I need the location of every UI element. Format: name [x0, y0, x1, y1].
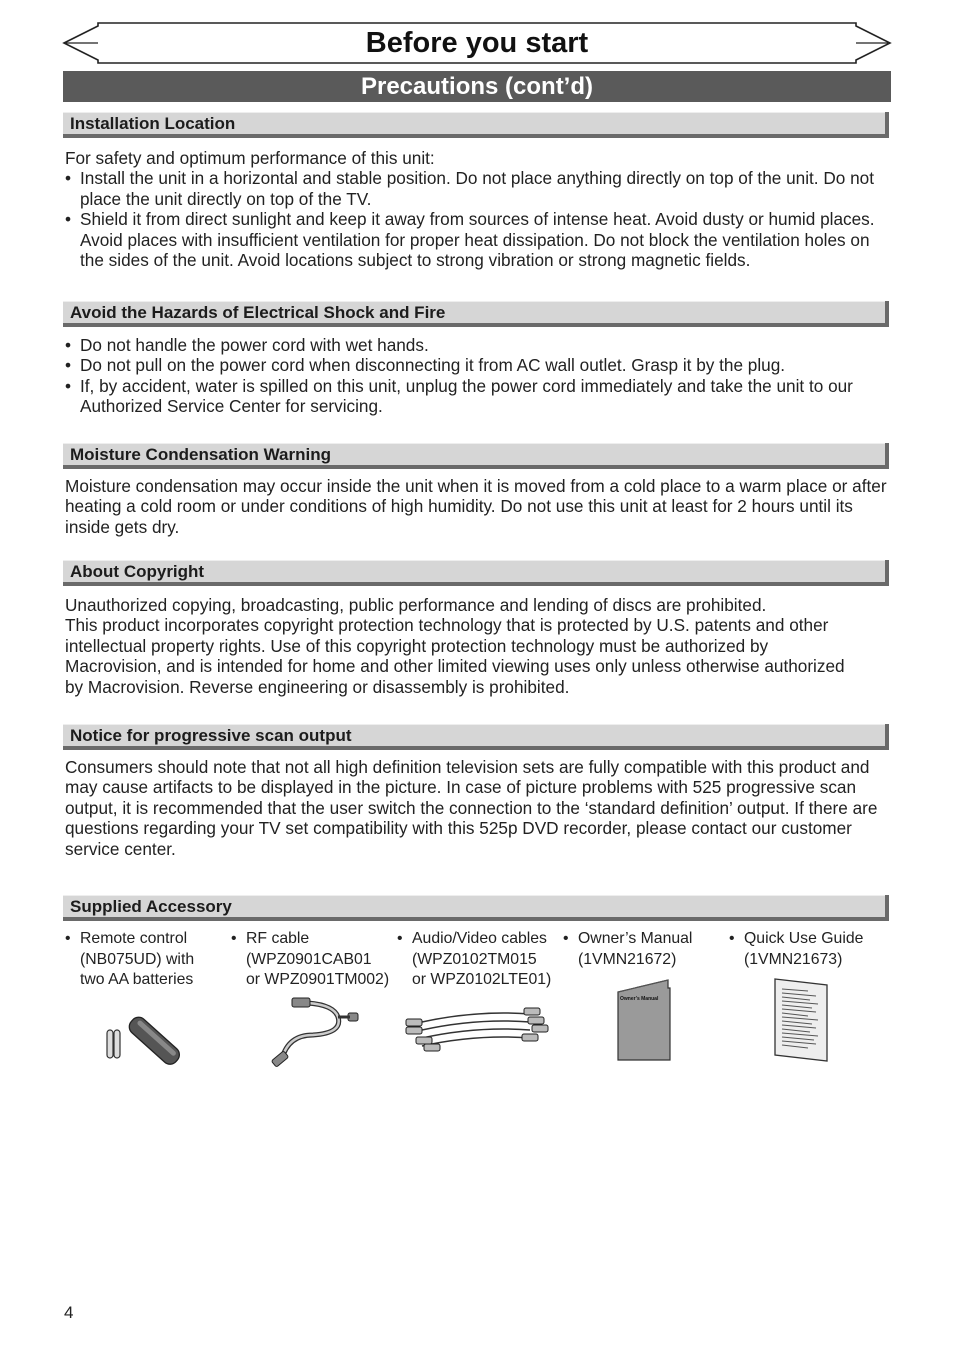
- hazards-body: [65, 335, 891, 417]
- accessory-line: two AA batteries: [80, 971, 194, 988]
- accessory-line: or WPZ0901TM002): [246, 971, 390, 988]
- list-item: • Do not handle the power cord with wet hands.: [65, 335, 891, 355]
- list-item: • Do not pull on the power cord when disconnecting it from AC wall outlet. Grasp it by the plug.: [65, 355, 891, 375]
- accessory-line: (NB075UD) with: [80, 950, 195, 968]
- list-item: • If, by accident, water is spilled on this unit, unplug the power cord immediately and take the unit to our Authorized Service Center for servicing.: [65, 376, 891, 417]
- accessory-line: (1VMN21672): [578, 950, 677, 968]
- installation-heading: Installation Location: [70, 114, 236, 133]
- page-number: 4: [64, 1303, 74, 1322]
- page-title: Before you start: [365, 27, 589, 59]
- copyright-heading: About Copyright: [70, 562, 205, 581]
- list-item: • Install the unit in a horizontal and stable position. Do not place anything directly on top of the unit. Do not place the unit directly on top of the TV.: [65, 168, 891, 209]
- manual-cover-shape: [616, 978, 672, 1062]
- accessory-line: or WPZ0102LTE01): [412, 971, 552, 988]
- accessory-item-owners-manual: [563, 929, 723, 970]
- copyright-line1: Unauthorized copying, broadcasting, public performance and lending of discs are prohibited.: [65, 595, 767, 615]
- accessory-heading: Supplied Accessory: [70, 897, 232, 916]
- accessory-line: • Remote control: [80, 930, 188, 947]
- moisture-body: [65, 476, 891, 537]
- rf-cable-icon: [268, 995, 363, 1070]
- accessory-line: (WPZ0901CAB01: [246, 950, 372, 968]
- progressive-body: [65, 757, 891, 859]
- copyright-line2: This product incorporates copyright protection technology that is protected by U.S. patents and other intellectual property rights. Use of this copyright protection technology must be authorized by Macrovision, and is intended for home and other limited viewing uses only unless otherwise authorized by Macrovision. Reverse engineering or disassembly is prohibited.: [65, 615, 845, 697]
- progressive-text: Consumers should note that not all high definition television sets are fully compatible with this product and may cause artifacts to be displayed in the picture. In case of picture problems with 525 progressive scan output, it is recommended that the user switch the connection to the ‘standard definition’ output. If there are questions regarding your TV set compatibility with this 525p DVD recorder, please contact our customer service center.: [65, 757, 878, 859]
- progressive-heading-bar: [63, 724, 889, 750]
- list-item: • Shield it from direct sunlight and keep it away from sources of intense heat. Avoid dusty or humid places. Avoid places with insufficient ventilation for proper heat dissipation. Do not block the ventilation holes on the sides of the unit. Avoid locations subject to strong vibration or strong magnetic fields.: [65, 209, 891, 270]
- accessory-line: • Audio/Video cables: [412, 930, 547, 947]
- copyright-body: [65, 595, 865, 697]
- accessory-line: (WPZ0102TM015: [412, 950, 537, 968]
- installation-heading-bar: [63, 112, 889, 138]
- owners-manual-icon: [616, 978, 672, 1062]
- section-subtitle: Precautions (cont’d): [63, 71, 891, 102]
- accessory-heading-bar: [63, 895, 889, 921]
- accessory-line: • RF cable: [246, 930, 310, 947]
- installation-body: [65, 148, 891, 270]
- hazards-heading: Avoid the Hazards of Electrical Shock and Fire: [70, 303, 446, 322]
- installation-intro: For safety and optimum performance of this unit:: [65, 148, 435, 168]
- accessory-line: • Quick Use Guide: [744, 930, 864, 947]
- remote-control-icon: [100, 1008, 185, 1070]
- accessory-line: • Owner’s Manual: [578, 930, 693, 947]
- accessory-line: (1VMN21673): [744, 950, 843, 968]
- page-title-banner: [62, 22, 892, 64]
- accessory-item-rf-cable: [231, 929, 391, 991]
- manual-cover-text: Owner’s Manual: [620, 996, 659, 1002]
- accessory-item-remote: [65, 929, 225, 991]
- moisture-text: Moisture condensation may occur inside the unit when it is moved from a cold place to a warm place or after heating a cold room or under conditions of high humidity. Do not use this unit at least for 2 hours until its inside gets dry.: [65, 476, 887, 537]
- hazards-heading-bar: [63, 301, 889, 327]
- moisture-heading-bar: [63, 443, 889, 469]
- quick-use-guide-icon: [772, 975, 830, 1063]
- moisture-heading: Moisture Condensation Warning: [70, 445, 331, 464]
- progressive-heading: Notice for progressive scan output: [70, 726, 352, 745]
- accessory-item-quick-use-guide: [729, 929, 889, 970]
- copyright-heading-bar: [63, 560, 889, 586]
- av-cables-icon: [402, 1000, 552, 1060]
- accessory-item-av-cables: [397, 929, 557, 991]
